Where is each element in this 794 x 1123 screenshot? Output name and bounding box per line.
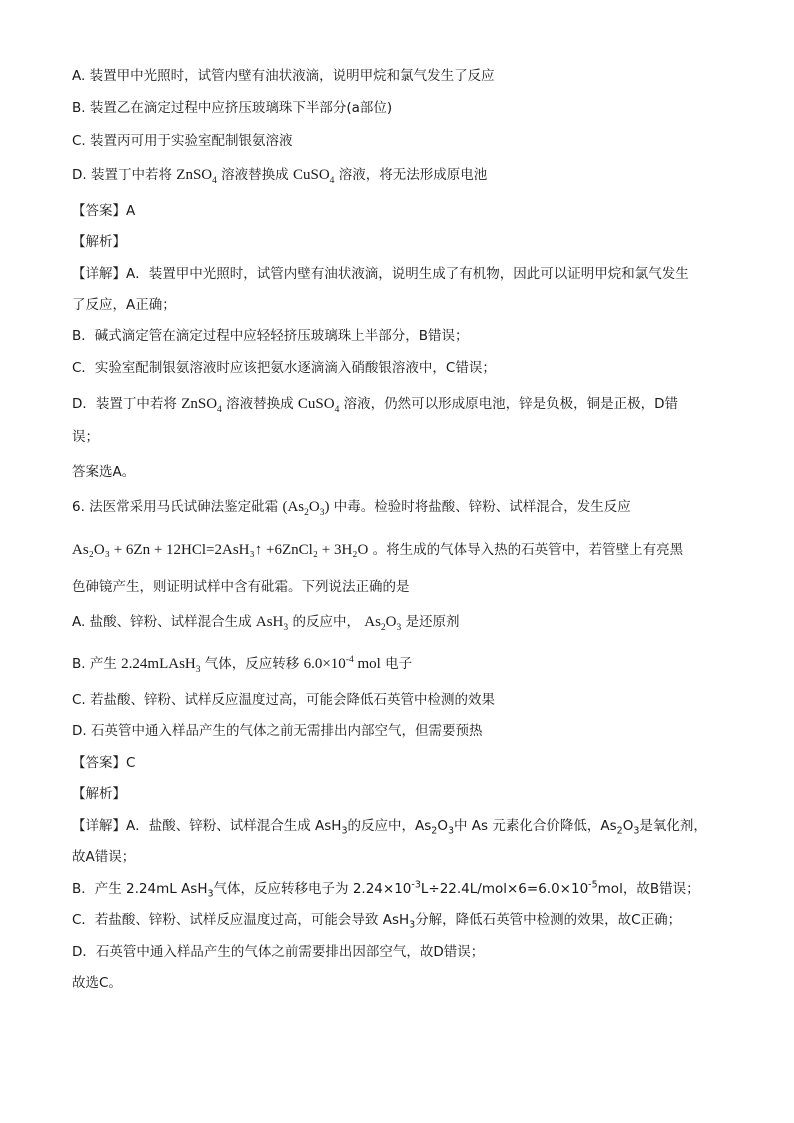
q6-option-c: C. 若盐酸、锌粉、试样反应温度过高，可能会降低石英管中检测的效果 bbox=[72, 692, 496, 708]
q5-detail-d: D．装置丁中若将 ZnSO$_4$ 溶液替换成 CuSO$_4$ 溶液，仍然可以形成原电池，锌是负极，铜是正极，D错 bbox=[72, 396, 679, 415]
q6-stem-line2: As₂O₃ + 6Zn + 12HCl=2AsH₃↑ +6ZnCl₂ + 3H₂O 。将生成的气体导入热的石英管中，若管壁上有亮黑 bbox=[72, 542, 684, 558]
q6-analysis-heading: 【解析】 bbox=[72, 786, 126, 802]
q6-stem-line1: 6. 法医常采用马氏试砷法鉴定砒霜 $(As_2O_3)$ 中毒。检验时将盐酸、锌粉、试样混合，发生反应 bbox=[72, 499, 631, 518]
q5-detail-a-line1: 【详解】A．装置甲中光照时，试管内壁有油状液滴，说明生成了有机物，因此可以证明甲烷和氯气发生 bbox=[72, 266, 689, 282]
q6-option-b: B. 产生 2.24mLAsH$_3$ 气体，反应转移 $6.0\times 10^{-4}$ mol 电子 bbox=[72, 655, 413, 675]
q6-option-d: D. 石英管中通入样品产生的气体之前无需排出内部空气，但需要预热 bbox=[72, 723, 483, 739]
q6-detail-b: B．产生 2.24mL AsH$_3$气体，反应转移电子为 $2.24\times 10^{-3}L\div 22.4L/mol\times 6=6.0\times 10^{-5}mol$，故B错误； bbox=[72, 879, 700, 900]
q5-option-b: B. 装置乙在滴定过程中应挤压玻璃珠下半部分(a部位) bbox=[72, 100, 393, 116]
q5-detail-c: C．实验室配制银氨溶液时应该把氨水逐滴滴入硝酸银溶液中，C错误； bbox=[72, 360, 496, 376]
q6-final-answer: 故选C。 bbox=[72, 975, 122, 991]
q6-detail-a-line2: 故A错误； bbox=[72, 849, 136, 865]
q5-final-answer: 答案选A。 bbox=[72, 464, 136, 480]
q5-analysis-heading: 【解析】 bbox=[72, 234, 126, 250]
q5-answer: 【答案】A bbox=[72, 203, 136, 219]
q5-option-c: C. 装置丙可用于实验室配制银氨溶液 bbox=[72, 133, 293, 149]
q6-detail-d: D．石英管中通入样品产生的气体之前需要排出因部空气，故D错误； bbox=[72, 944, 485, 960]
q6-option-a: A. 盐酸、锌粉、试样混合生成 AsH$_3$ 的反应中， $As_2O_3$ 是还原剂 bbox=[72, 614, 460, 633]
reaction-equation: As₂O₃ + 6Zn + 12HCl=2AsH₃↑ +6ZnCl₂ + 3H₂O bbox=[72, 542, 369, 558]
q5-detail-b: B．碱式滴定管在滴定过程中应轻轻挤压玻璃珠上半部分，B错误； bbox=[72, 328, 469, 344]
q5-detail-d-line2: 误； bbox=[72, 429, 99, 445]
q6-stem-line3: 色砷镜产生，则证明试样中含有砒霜。下列说法正确的是 bbox=[72, 579, 410, 595]
q5-detail-a-line2: 了反应，A正确； bbox=[72, 297, 176, 313]
q5-option-a: A. 装置甲中光照时，试管内壁有油状液滴，说明甲烷和氯气发生了反应 bbox=[72, 68, 495, 84]
q6-detail-c: C．若盐酸、锌粉、试样反应温度过高，可能会导致 AsH$_3$分解，降低石英管中检测的效果，故C正确； bbox=[72, 912, 682, 931]
q5-option-d: D. 装置丁中若将 ZnSO$_4$ 溶液替换成 CuSO$_4$ 溶液，将无法形成原电池 bbox=[72, 167, 488, 186]
q6-detail-a-line1: 【详解】A．盐酸、锌粉、试样混合生成 AsH$_3$的反应中，$As_2O_3$中 As 元素化合价降低，$As_2O_3$是氧化剂， bbox=[72, 818, 707, 837]
q6-answer: 【答案】C bbox=[72, 755, 136, 771]
